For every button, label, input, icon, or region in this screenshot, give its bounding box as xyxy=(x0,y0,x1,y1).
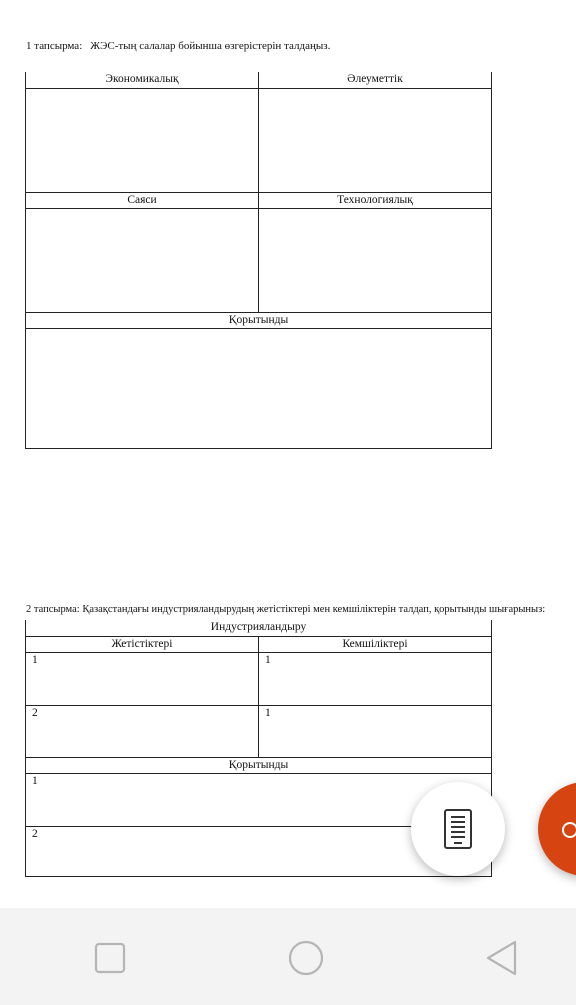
task1-heading xyxy=(26,40,330,52)
header-social: Әлеуметтік xyxy=(258,72,492,89)
document-icon xyxy=(443,808,473,850)
header-industrialization: Индустрияландыру xyxy=(25,620,492,637)
shortcoming-row: 1 xyxy=(258,652,492,706)
header-economic: Экономикалық xyxy=(25,72,259,89)
shortcoming-row: 1 xyxy=(258,705,492,758)
achievement-row: 2 xyxy=(25,705,259,758)
task2-heading: 2 тапсырма: Қазақстандағы индустрияландырудың жетістіктері мен кемшіліктерін талдап, қорытынды шығарыныз: xyxy=(26,604,546,615)
cell-conclusion-1 xyxy=(25,328,492,449)
header-conclusion-1: Қорытынды xyxy=(25,312,492,329)
circle-icon xyxy=(290,942,322,974)
home-button[interactable] xyxy=(286,938,326,978)
header-conclusion-2: Қорытынды xyxy=(25,757,492,774)
triangle-back-icon xyxy=(488,942,515,974)
task1-label: 1 тапсырма: xyxy=(26,40,83,52)
cell-political xyxy=(25,208,259,313)
conclusion-row: 2 xyxy=(25,826,492,877)
task1-text: ЖЭС-тың салалар бойынша өзгерістерін талдаңыз. xyxy=(90,40,331,52)
header-achievements: Жетістіктері xyxy=(25,636,259,653)
cell-technological xyxy=(258,208,492,313)
circle-icon xyxy=(562,822,576,838)
achievement-row: 1 xyxy=(25,652,259,706)
header-technological: Технологиялық xyxy=(258,192,492,209)
header-shortcomings: Кемшіліктері xyxy=(258,636,492,653)
conclusion-row: 1 xyxy=(25,773,492,827)
header-political: Саяси xyxy=(25,192,259,209)
document-fab-button[interactable] xyxy=(411,782,505,876)
cell-economic xyxy=(25,88,259,193)
back-button[interactable] xyxy=(482,938,522,978)
action-fab-button[interactable] xyxy=(538,782,576,876)
recent-apps-button[interactable] xyxy=(90,938,130,978)
cell-social xyxy=(258,88,492,193)
system-navigation-bar xyxy=(0,908,576,1005)
square-icon xyxy=(96,944,124,972)
